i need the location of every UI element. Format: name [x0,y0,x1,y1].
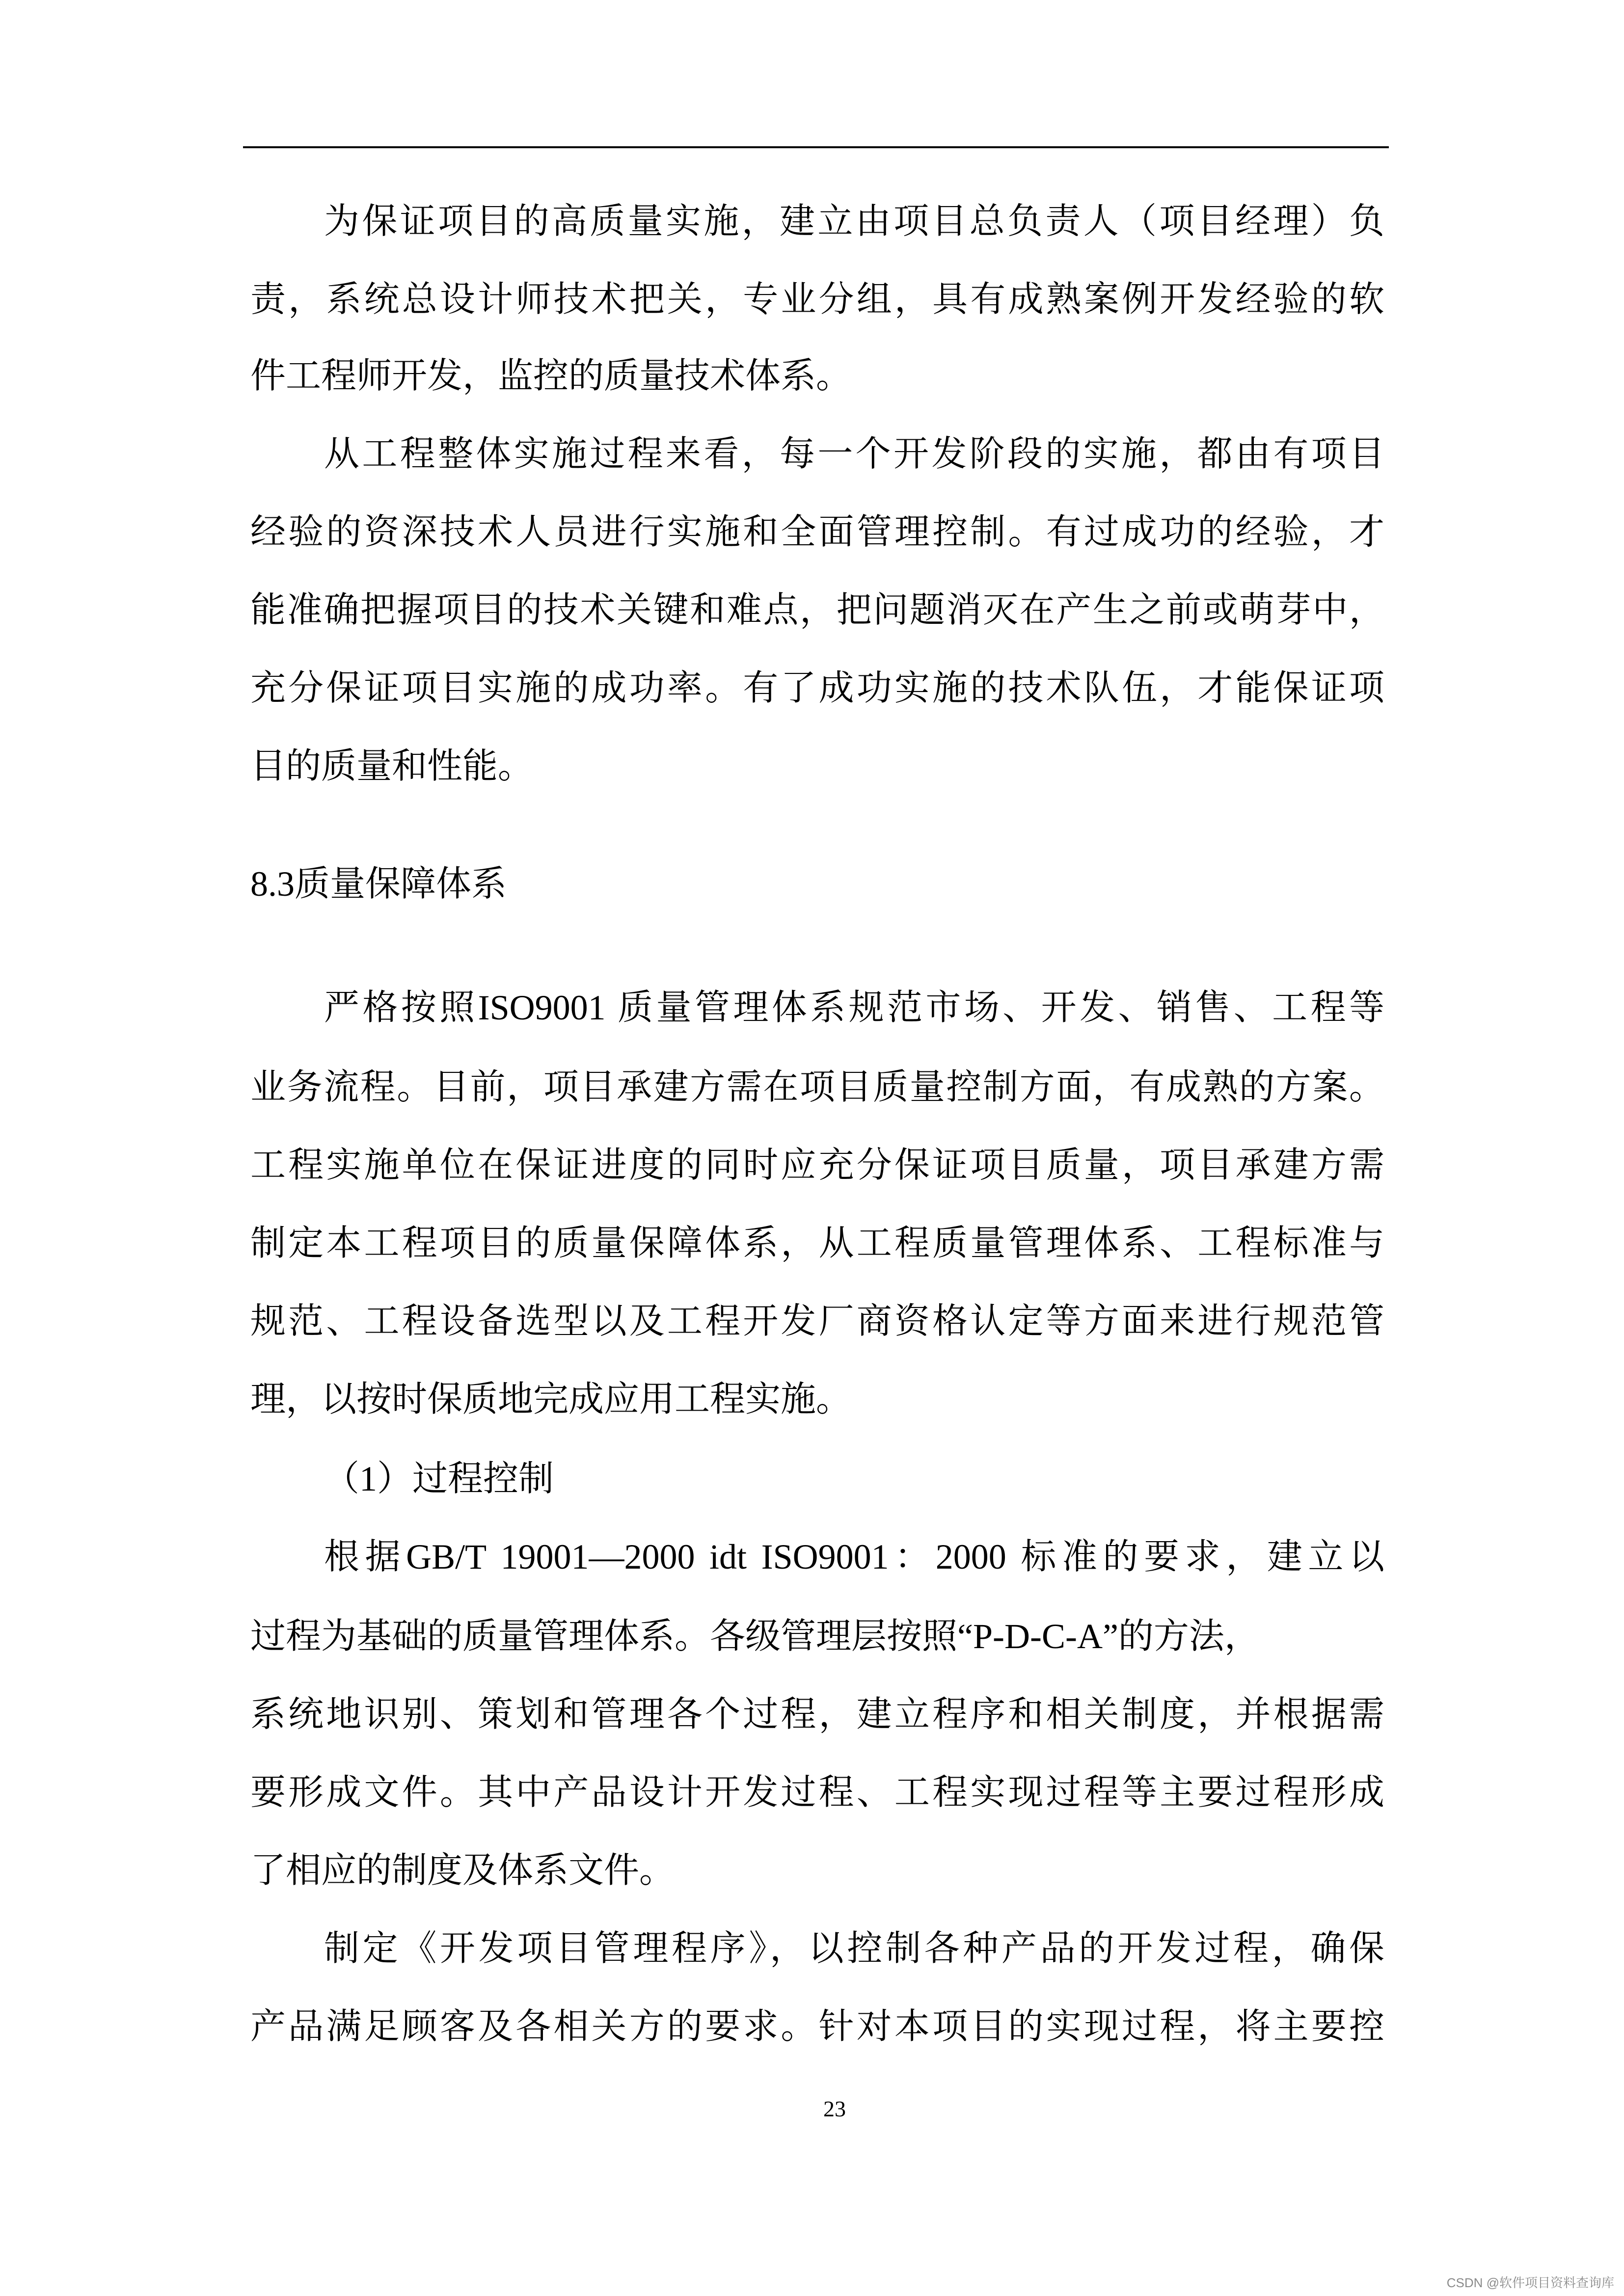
paragraph-line: 理，以按时保质地完成应用工程实施。 [250,1380,852,1419]
watermark: CSDN @软件项目资料查询库 [1446,2275,1614,2290]
paragraph-line: 业务流程。目前，项目承建方需在项目质量控制方面，有成熟的方案。 [250,1068,1384,1107]
paragraph-line: 制定本工程项目的质量保障体系，从工程质量管理体系、工程标准与 [250,1224,1384,1263]
page-number: 23 [823,2096,846,2121]
paragraph-line: 经验的资深技术人员进行实施和全面管理控制。有过成功的经验，才 [250,512,1384,552]
paragraph-line: 为保证项目的高质量实施，建立由项目总负责人（项目经理）负 [324,202,1384,241]
header-rule [243,146,1389,148]
paragraph-line: 充分保证项目实施的成功率。有了成功实施的技术队伍，才能保证项 [250,668,1384,708]
paragraph-line: 了相应的制度及体系文件。 [250,1851,675,1890]
subheading: （1）过程控制 [324,1459,554,1498]
paragraph-line: 要形成文件。其中产品设计开发过程、工程实现过程等主要过程形成 [250,1773,1384,1812]
paragraph-line: 责，系统总设计师技术把关，专业分组，具有成熟案例开发经验的软 [250,280,1384,319]
paragraph-line: 工程实施单位在保证进度的同时应充分保证项目质量，项目承建方需 [250,1146,1384,1185]
paragraph-line: 产品满足顾客及各相关方的要求。针对本项目的实现过程，将主要控 [250,2007,1384,2046]
paragraph-line: 从工程整体实施过程来看，每一个开发阶段的实施，都由有项目 [324,434,1384,474]
paragraph-line: 严格按照ISO9001 质量管理体系规范市场、开发、销售、工程等 [324,988,1384,1027]
paragraph-line: 根据GB/T 19001—2000 idt ISO9001：2000 标准的要求，建立以 [324,1537,1384,1576]
paragraph-line: 能准确把握项目的技术关键和难点，把问题消灭在产生之前或萌芽中， [250,590,1384,630]
section-heading: 8.3质量保障体系 [250,864,507,904]
paragraph-line: 目的质量和性能。 [250,747,534,786]
paragraph-line: 系统地识别、策划和管理各个过程，建立程序和相关制度，并根据需 [250,1695,1384,1734]
paragraph-line: 制定《开发项目管理程序》，以控制各种产品的开发过程，确保 [324,1929,1384,1968]
paragraph-line: 件工程师开发，监控的质量技术体系。 [250,356,852,396]
paragraph-line: 过程为基础的质量管理体系。各级管理层按照“P-D-C-A”的方法， [250,1617,1260,1656]
paragraph-line: 规范、工程设备选型以及工程开发厂商资格认定等方面来进行规范管 [250,1302,1384,1341]
